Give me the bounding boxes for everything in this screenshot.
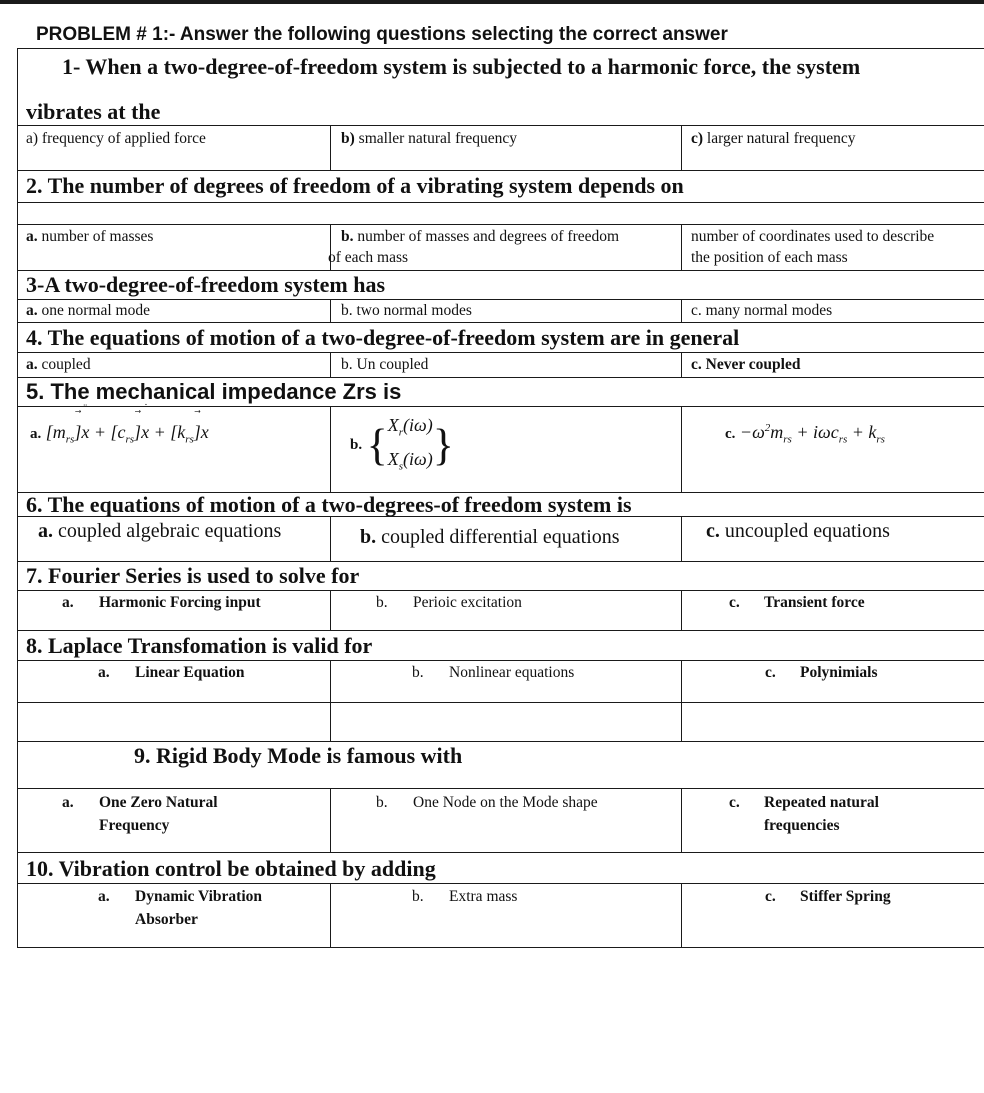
- rule: [17, 322, 984, 323]
- q9-option-c-line-1: Repeated natural: [764, 794, 879, 811]
- q6-option-a-text: coupled algebraic equations: [58, 520, 282, 542]
- q8-option-c-marker: c.: [765, 664, 776, 681]
- rule: [17, 299, 984, 300]
- q5-option-c-marker: c.: [725, 426, 736, 442]
- q9-option-c-marker: c.: [729, 794, 740, 811]
- col-divider: [681, 883, 682, 947]
- q9-option-a-line-2: Frequency: [99, 817, 170, 834]
- q1-option-a: a) frequency of applied force: [26, 130, 206, 147]
- col-divider: [330, 406, 331, 492]
- q9-option-b: One Node on the Mode shape: [413, 794, 598, 811]
- rule: [17, 947, 984, 948]
- question-10: 10. Vibration control be obtained by adding: [26, 856, 436, 881]
- q2-option-b-marker: b.: [341, 228, 354, 245]
- rule: [17, 270, 984, 271]
- q8-option-a-marker: a.: [98, 664, 110, 681]
- rule: [17, 660, 984, 661]
- q7-option-b: Perioic excitation: [413, 594, 522, 611]
- q5-option-b-marker: b.: [350, 437, 363, 454]
- q1-option-c-marker: c): [691, 130, 704, 147]
- q3-option-b: b. two normal modes: [341, 302, 472, 319]
- rule: [17, 352, 984, 353]
- question-4: 4. The equations of motion of a two-degree-of-freedom system are in general: [26, 325, 740, 350]
- q6-option-b-text: coupled differential equations: [381, 526, 620, 548]
- q9-option-b-marker: b.: [376, 794, 388, 811]
- q5-option-b: [350, 412, 454, 479]
- q7-option-c: Transient force: [764, 594, 865, 611]
- q4-option-c: c. Never coupled: [691, 356, 801, 373]
- col-divider: [330, 883, 331, 947]
- top-rule: [0, 0, 984, 4]
- q4-option-b: b. Un coupled: [341, 356, 429, 373]
- question-1-line-2: vibrates at the: [26, 99, 161, 124]
- q5-option-a: [30, 402, 209, 446]
- q5-option-a-formula: $[m_{rs}]x$ ¨ + $[c_{rs}]x$ ˙ + $[k_{rs}]x$: [45, 402, 209, 446]
- col-divider: [330, 590, 331, 630]
- question-6: 6. The equations of motion of a two-degrees-of freedom system is: [26, 492, 632, 517]
- q7-option-a-marker: a.: [62, 594, 74, 611]
- q5-option-b-brace-close: }: [432, 420, 454, 470]
- question-9: 9. Rigid Body Mode is famous with: [134, 743, 463, 768]
- q3-option-a-marker: a.: [26, 302, 38, 319]
- rule: [17, 377, 984, 378]
- q10-option-a-line-2: Absorber: [135, 911, 198, 928]
- q1-option-b-marker: b): [341, 130, 355, 147]
- col-divider: [681, 224, 682, 270]
- q10-option-b-marker: b.: [412, 888, 424, 905]
- q7-option-b-marker: b.: [376, 594, 388, 611]
- q10-option-c-marker: c.: [765, 888, 776, 905]
- col-divider: [330, 299, 331, 322]
- q1-option-b: [341, 128, 517, 149]
- col-divider: [681, 788, 682, 852]
- q6-option-a-marker: a.: [38, 520, 53, 542]
- rule: [17, 561, 984, 562]
- rule: [17, 883, 984, 884]
- question-1-line-1: 1- When a two-degree-of-freedom system is subjected to a harmonic force, the system: [62, 54, 861, 79]
- q10-option-a-line-1: Dynamic Vibration: [135, 888, 263, 905]
- col-divider: [681, 590, 682, 630]
- q5-option-c: [725, 422, 885, 446]
- q10-option-a-marker: a.: [98, 888, 110, 905]
- q10-option-b: Extra mass: [449, 888, 518, 905]
- question-5: 5. The mechanical impedance Zrs is: [26, 379, 402, 404]
- rule: [17, 741, 984, 742]
- page-title: PROBLEM # 1:- Answer the following questions selecting the correct answer: [36, 24, 728, 45]
- q9-option-c-line-2: frequencies: [764, 817, 840, 834]
- col-divider: [681, 125, 682, 170]
- q2-option-b-text-1: number of masses and degrees of freedom: [357, 228, 620, 245]
- col-divider: [681, 660, 682, 741]
- q9-option-a-line-1: One Zero Natural: [99, 794, 218, 811]
- q8-option-c: Polynimials: [800, 664, 878, 681]
- q2-option-a-marker: a.: [26, 228, 38, 245]
- q4-option-a: [26, 354, 91, 375]
- question-2: 2. The number of degrees of freedom of a vibrating system depends on: [26, 173, 684, 198]
- q5-option-b-vector: $X_r(i\omega)$ $X_s(i\omega)$: [387, 415, 433, 473]
- q3-option-c: c. many normal modes: [691, 302, 833, 319]
- rule: [17, 852, 984, 853]
- col-divider: [681, 352, 682, 377]
- rule: [17, 170, 984, 171]
- q5-option-a-marker: a.: [30, 426, 42, 442]
- q10-option-c: Stiffer Spring: [800, 888, 891, 905]
- q5-option-b-brace-open: {: [366, 420, 388, 470]
- q4-option-a-text: coupled: [41, 356, 91, 373]
- q2-option-b-line-2: of each mass: [328, 249, 409, 266]
- table-left-border: [17, 48, 18, 947]
- col-divider: [330, 352, 331, 377]
- q8-option-b: Nonlinear equations: [449, 664, 575, 681]
- rule: [17, 406, 984, 407]
- q3-option-a: [26, 300, 150, 321]
- q9-option-a-marker: a.: [62, 794, 74, 811]
- q2-option-a: [26, 226, 153, 247]
- q6-option-c: [706, 521, 890, 542]
- q5-option-c-formula: $-\omega^2m_{rs} + i\omega c_{rs} + k_{rs}$: [739, 422, 885, 446]
- q2-option-c-line-1: number of coordinates used to describe: [691, 228, 935, 245]
- rule: [17, 48, 984, 49]
- q2-option-b: [341, 226, 619, 247]
- rule: [17, 788, 984, 789]
- question-8: 8. Laplace Transfomation is valid for: [26, 633, 373, 658]
- rule: [17, 702, 984, 703]
- question-7: 7. Fourier Series is used to solve for: [26, 563, 360, 588]
- q6-option-a: [38, 521, 281, 542]
- col-divider: [330, 788, 331, 852]
- col-divider: [330, 660, 331, 741]
- col-divider: [681, 299, 682, 322]
- question-3: 3-A two-degree-of-freedom system has: [26, 272, 386, 297]
- q8-option-a: Linear Equation: [135, 664, 245, 681]
- q2-option-c-line-2: the position of each mass: [691, 249, 848, 266]
- col-divider: [681, 406, 682, 492]
- rule: [17, 590, 984, 591]
- rule: [17, 224, 984, 225]
- q6-option-b: [360, 527, 620, 548]
- col-divider: [681, 516, 682, 561]
- q1-option-c-text: larger natural frequency: [706, 130, 856, 147]
- rule: [17, 630, 984, 631]
- q7-option-c-marker: c.: [729, 594, 740, 611]
- col-divider: [330, 125, 331, 170]
- col-divider: [330, 516, 331, 561]
- q4-option-a-marker: a.: [26, 356, 38, 373]
- q8-option-b-marker: b.: [412, 664, 424, 681]
- q7-option-a: Harmonic Forcing input: [99, 594, 261, 611]
- rule: [17, 202, 984, 203]
- q1-option-b-text: smaller natural frequency: [358, 130, 518, 147]
- q6-option-b-marker: b.: [360, 526, 377, 548]
- q6-option-c-text: uncoupled equations: [724, 520, 890, 542]
- q2-option-a-text: number of masses: [41, 228, 154, 245]
- q6-option-c-marker: c.: [706, 520, 720, 542]
- q3-option-a-text: one normal mode: [41, 302, 150, 319]
- q1-option-c: [691, 128, 856, 149]
- rule: [17, 125, 984, 126]
